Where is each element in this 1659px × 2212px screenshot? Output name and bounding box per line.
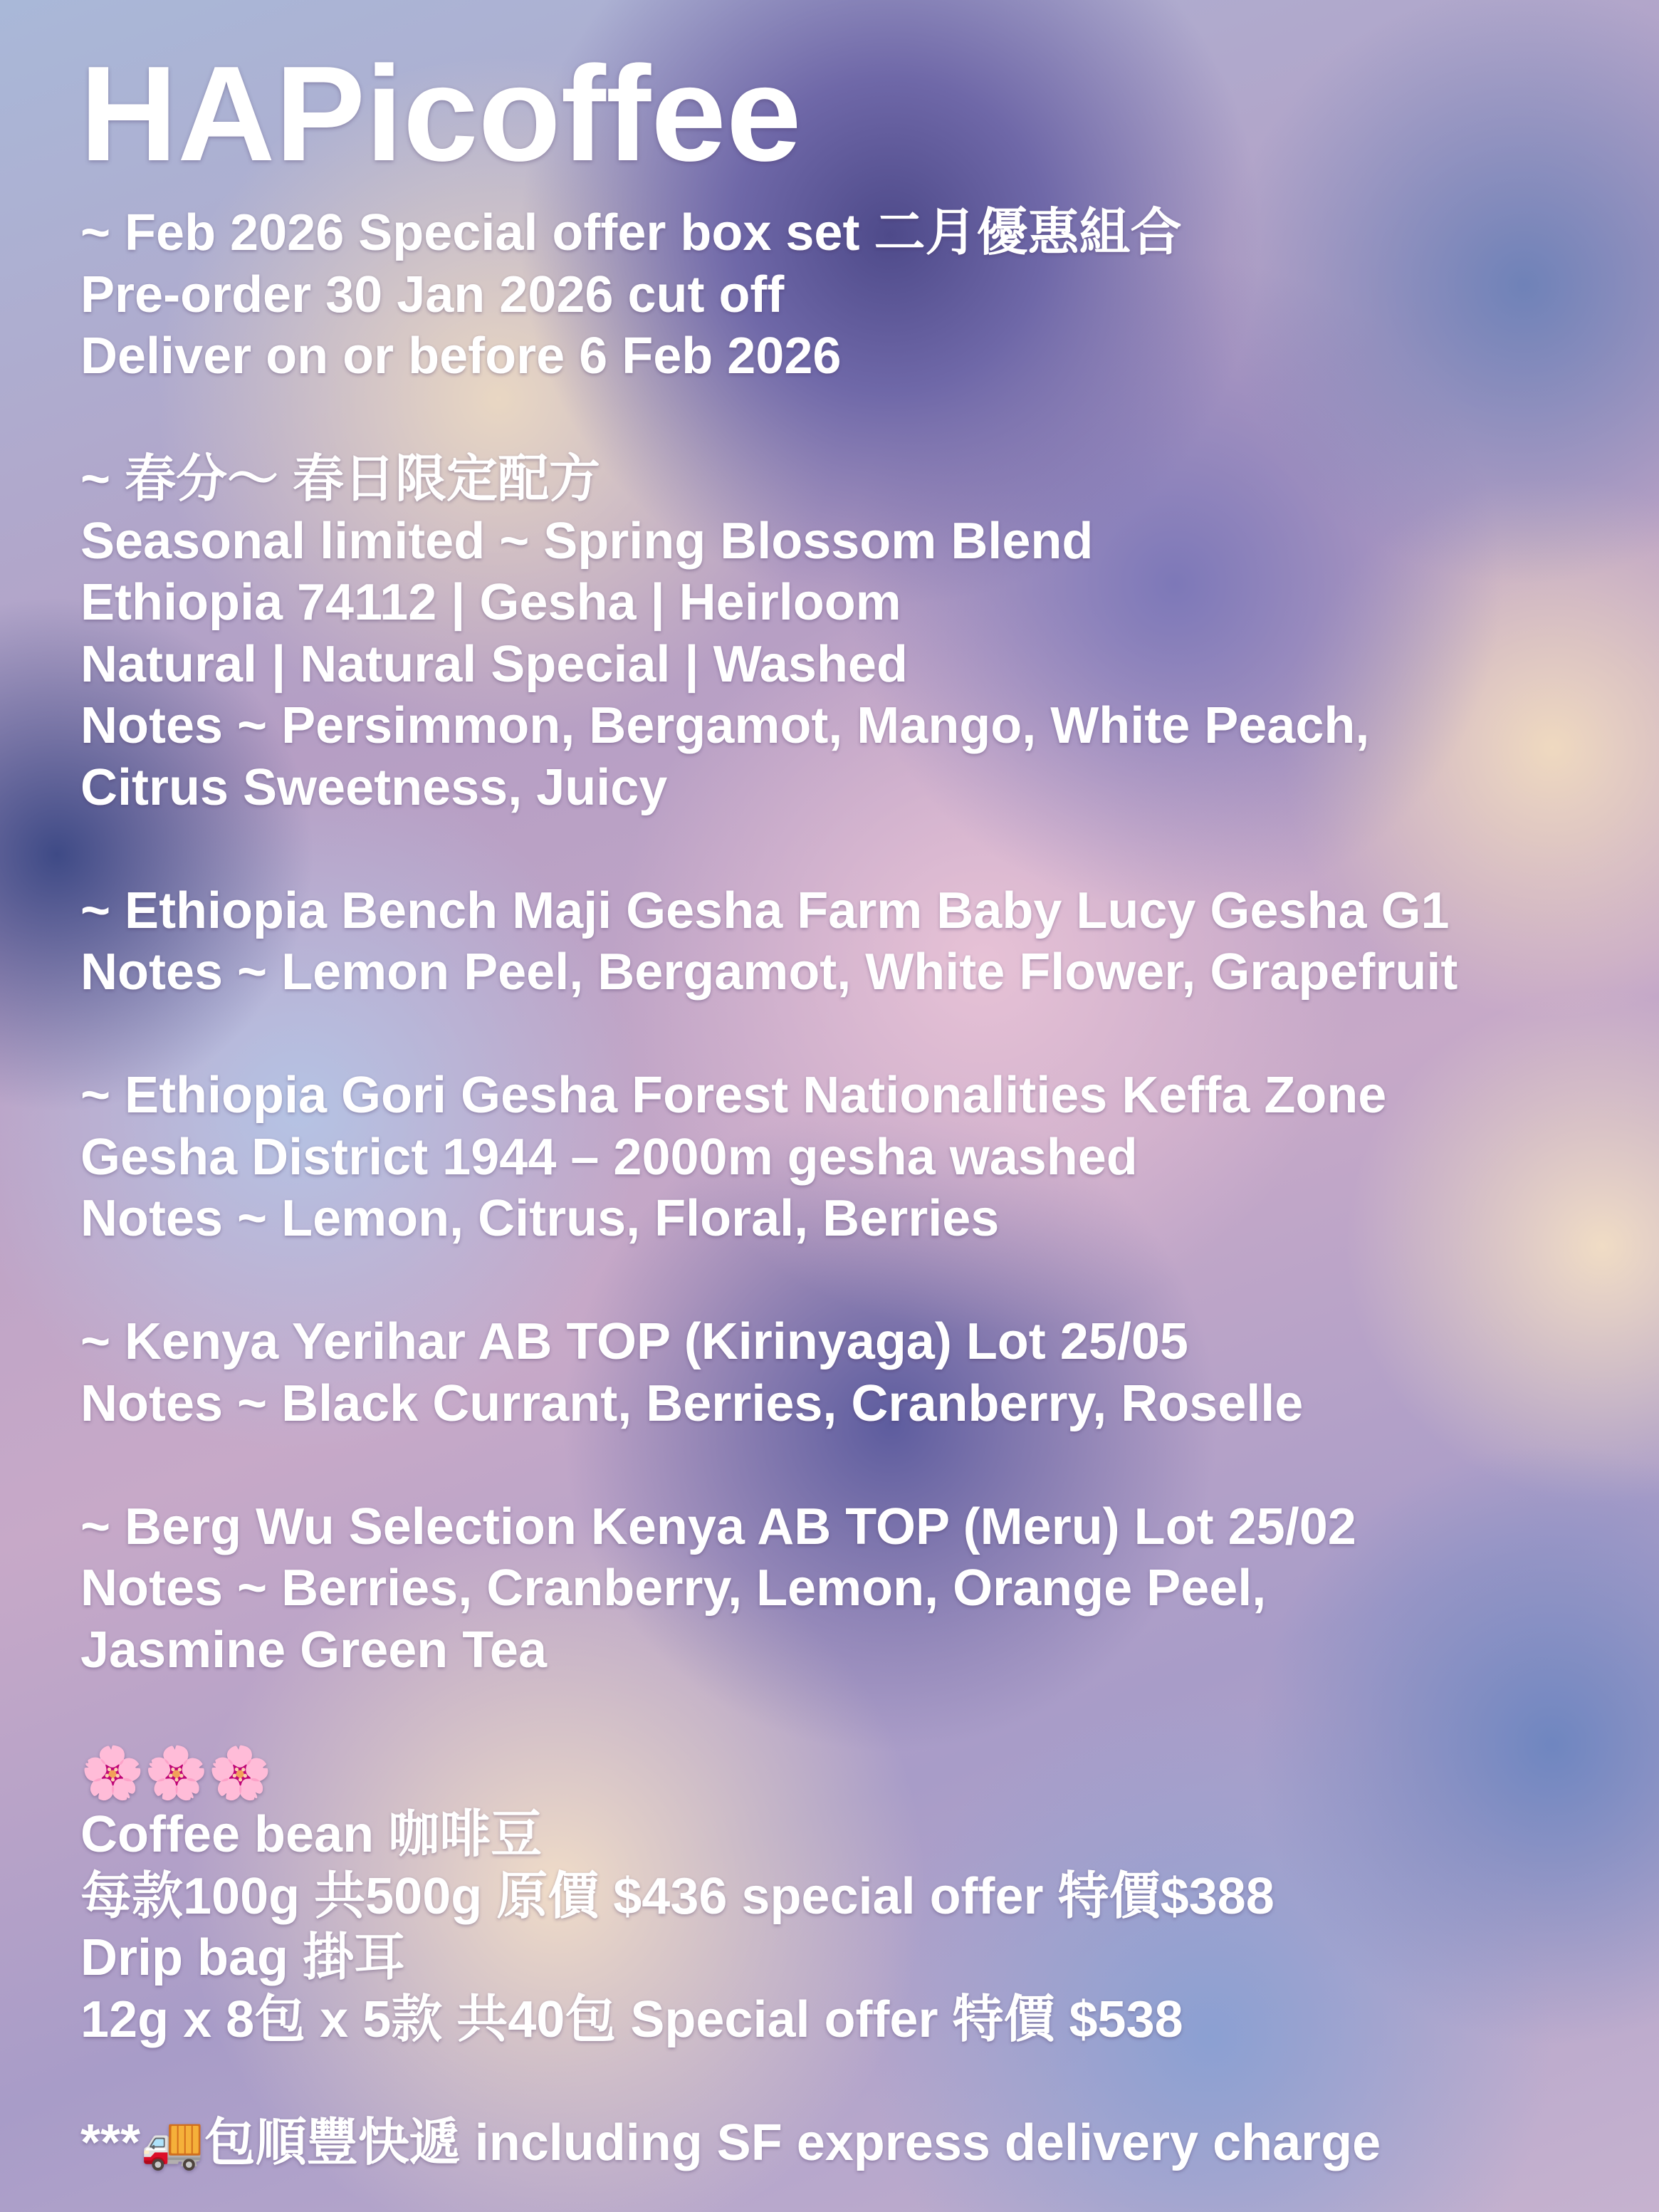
drip-label: Drip bag 掛耳	[80, 1929, 406, 1986]
spacer	[80, 818, 1457, 880]
cherry-blossom-icon: 🌸🌸🌸	[80, 1744, 272, 1802]
preorder-cutoff: Pre-order 30 Jan 2026 cut off	[80, 266, 785, 323]
spacer	[80, 1681, 1457, 1743]
bean-label: Coffee bean 咖啡豆	[80, 1806, 543, 1863]
coffee-5-line: ~ Berg Wu Selection Kenya AB TOP (Meru) Lot 25/02	[80, 1498, 1356, 1555]
coffee-3-line: Gesha District 1944 – 2000m gesha washed	[80, 1128, 1138, 1186]
spacer	[80, 1250, 1457, 1312]
coffee-5-line: Jasmine Green Tea	[80, 1621, 547, 1679]
coffee-2-line: ~ Ethiopia Bench Maji Gesha Farm Baby Lucy Gesha G1	[80, 882, 1450, 939]
coffee-1-line: Seasonal limited ~ Spring Blossom Blend	[80, 512, 1094, 570]
coffee-4-line: Notes ~ Black Currant, Berries, Cranberry, Roselle	[80, 1374, 1304, 1432]
bean-price: 每款100g 共500g 原價 $436 special offer 特價$388	[80, 1867, 1275, 1925]
spacer	[80, 1003, 1457, 1065]
spacer	[80, 387, 1457, 449]
coffee-1-line: ~ 春分～ 春日限定配方	[80, 451, 601, 508]
coffee-1-line: Citrus Sweetness, Juicy	[80, 758, 668, 816]
coffee-3-line: Notes ~ Lemon, Citrus, Floral, Berries	[80, 1190, 1000, 1247]
coffee-3-line: ~ Ethiopia Gori Gesha Forest Nationalities Keffa Zone	[80, 1067, 1387, 1124]
delivery-truck-icon: 🚚	[140, 2114, 204, 2171]
coffee-2-line: Notes ~ Lemon Peel, Bergamot, White Flower, Grapefruit	[80, 944, 1458, 1001]
spacer	[80, 1434, 1457, 1496]
shipping-text: 包順豐快遞 including SF express delivery charge	[204, 2114, 1381, 2171]
coffee-1-line: Natural | Natural Special | Washed	[80, 635, 908, 693]
brand-title: HAPicoffee	[80, 38, 802, 189]
shipping-note	[80, 2112, 1457, 2174]
coffee-1-line: Notes ~ Persimmon, Bergamot, Mango, White Peach,	[80, 697, 1370, 754]
delivery-date: Deliver on or before 6 Feb 2026	[80, 328, 842, 385]
coffee-4-line: ~ Kenya Yerihar AB TOP (Kirinyaga) Lot 25/05	[80, 1313, 1188, 1370]
coffee-1-line: Ethiopia 74112 | Gesha | Heirloom	[80, 574, 901, 631]
offer-text	[80, 202, 1457, 2174]
shipping-prefix: ***	[80, 2114, 141, 2171]
drip-price: 12g x 8包 x 5款 共40包 Special offer 特價 $538	[80, 1991, 1183, 2048]
coffee-5-line: Notes ~ Berries, Cranberry, Lemon, Orange Peel,	[80, 1560, 1267, 1617]
offer-headline: ~ Feb 2026 Special offer box set 二月優惠組合	[80, 204, 1182, 261]
spacer	[80, 2050, 1457, 2112]
